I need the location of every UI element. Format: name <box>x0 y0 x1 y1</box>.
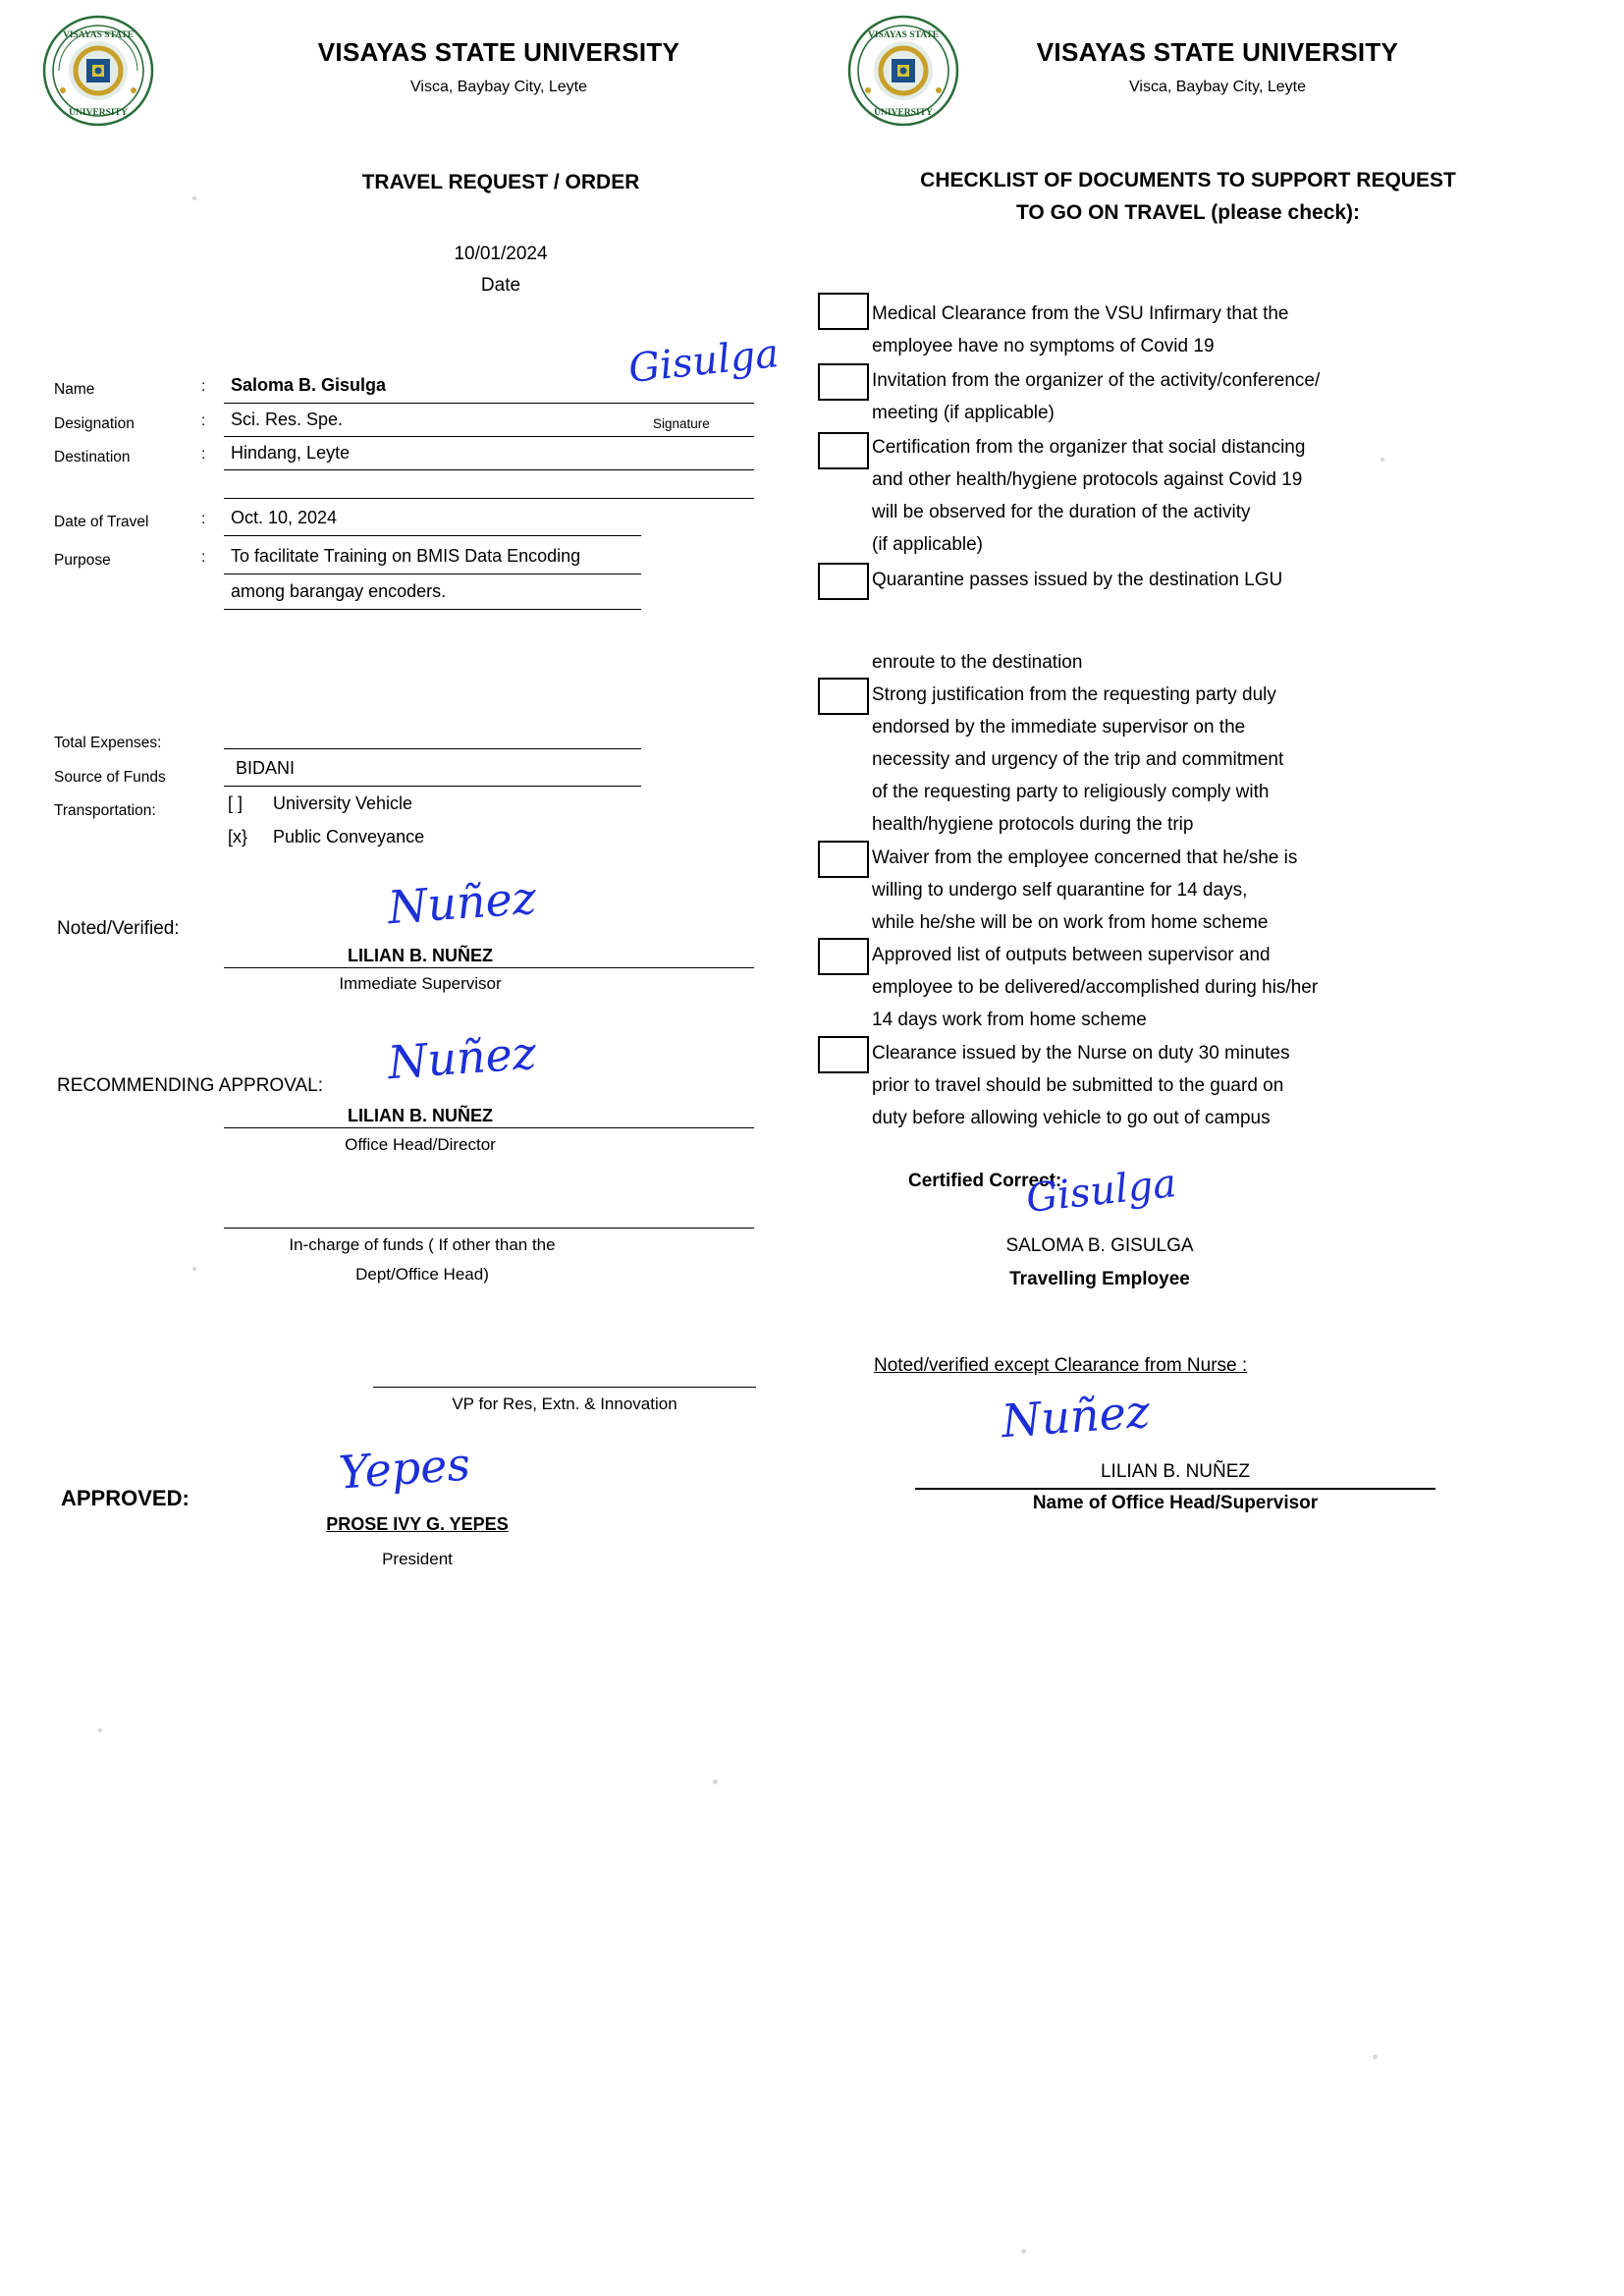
university-seal-icon <box>41 14 155 128</box>
name-label: Name <box>54 381 95 398</box>
destination-value: Hindang, Leyte <box>231 443 351 463</box>
checklist-item-4-line-1: Quarantine passes issued by the destination LGU <box>872 570 1283 590</box>
checkbox-item-8[interactable] <box>818 1036 869 1073</box>
checkbox-item-3[interactable] <box>818 432 869 469</box>
checklist-item-3-line-2: and other health/hygiene protocols against Covid 19 <box>872 469 1303 490</box>
noted-verified-role: Immediate Supervisor <box>339 974 502 993</box>
designation-rule <box>224 436 754 437</box>
approved-role: President <box>382 1550 453 1568</box>
president-signature: Yepes <box>337 1437 472 1500</box>
noted-except-rule <box>915 1488 1435 1490</box>
date-of-travel-rule <box>224 535 641 536</box>
checklist-item-5-line-2: endorsed by the immediate supervisor on the <box>872 717 1246 738</box>
checklist-title-line1: CHECKLIST OF DOCUMENTS TO SUPPORT REQUEST <box>920 169 1456 191</box>
checklist-item-8-line-3: duty before allowing vehicle to go out of campus <box>872 1108 1271 1128</box>
supervisor-signature-2: Nuñez <box>1000 1384 1152 1449</box>
designation-colon: : <box>201 412 206 429</box>
source-of-funds-value: BIDANI <box>236 758 296 778</box>
vp-role: VP for Res, Extn. & Innovation <box>452 1394 677 1413</box>
checkbox-item-5[interactable] <box>818 678 869 715</box>
destination-colon: : <box>201 446 206 463</box>
incharge-role-line1: In-charge of funds ( If other than the <box>289 1235 556 1254</box>
checklist-item-5-line-4: of the requesting party to religiously comply with <box>872 782 1270 802</box>
checkbox-item-2[interactable] <box>818 363 869 401</box>
checklist-title-line2: TO GO ON TRAVEL (please check): <box>1015 201 1361 224</box>
vp-rule <box>373 1387 756 1388</box>
designation-label: Designation <box>54 415 135 432</box>
certified-correct-label: Certified Correct: <box>908 1171 1062 1191</box>
name-value: Saloma B. Gisulga <box>231 375 387 395</box>
checklist-item-5-line-5: health/hygiene protocols during the trip <box>872 814 1194 835</box>
checklist-item-7-line-3: 14 days work from home scheme <box>872 1010 1147 1030</box>
date-of-travel-label: Date of Travel <box>54 514 149 530</box>
incharge-rule <box>224 1228 754 1229</box>
checkbox-item-7[interactable] <box>818 938 869 975</box>
blank-rule <box>224 498 754 499</box>
source-of-funds-rule <box>224 786 641 787</box>
noted-verified-name: LILIAN B. NUÑEZ <box>348 946 493 965</box>
checklist-item-6-line-1: Waiver from the employee concerned that he/she is <box>872 847 1298 868</box>
noted-except-role: Name of Office Head/Supervisor <box>1032 1493 1319 1513</box>
recommending-rule <box>224 1127 754 1128</box>
noted-verified-rule <box>224 967 754 968</box>
total-expenses-label: Total Expenses: <box>54 735 162 751</box>
purpose-value-line2: among barangay encoders. <box>231 581 447 601</box>
certified-role: Travelling Employee <box>1009 1269 1190 1289</box>
scan-speck <box>192 1267 196 1271</box>
university-seal-icon-2 <box>846 14 960 128</box>
name-colon: : <box>201 378 206 395</box>
certified-name: SALOMA B. GISULGA <box>1005 1235 1194 1256</box>
approved-label: APPROVED: <box>61 1486 189 1510</box>
checklist-item-3-line-3: will be observed for the duration of the activity <box>872 502 1251 522</box>
travel-date-caption: Date <box>480 275 521 296</box>
university-address-left: Visca, Baybay City, Leyte <box>410 79 587 95</box>
purpose-colon: : <box>201 549 206 566</box>
approved-name: PROSE IVY G. YEPES <box>326 1514 509 1534</box>
supervisor-signature-1: Nuñez <box>386 870 538 935</box>
checklist-item-1-line-2: employee have no symptoms of Covid 19 <box>872 336 1215 356</box>
checkbox-item-4[interactable] <box>818 563 869 600</box>
checklist-item-2-line-1: Invitation from the organizer of the activity/conference/ <box>872 370 1321 391</box>
scan-speck <box>1373 2054 1378 2059</box>
checklist-item-5-line-3: necessity and urgency of the trip and commitment <box>872 749 1284 770</box>
checklist-item-7-line-1: Approved list of outputs between supervisor and <box>872 945 1271 965</box>
recommending-name: LILIAN B. NUÑEZ <box>348 1106 493 1125</box>
travel-date-value: 10/01/2024 <box>454 244 548 264</box>
checklist-item-8-line-2: prior to travel should be submitted to the guard on <box>872 1075 1284 1096</box>
director-signature: Nuñez <box>386 1025 538 1090</box>
checklist-item-6-line-2: willing to undergo self quarantine for 14 days, <box>872 880 1248 901</box>
date-of-travel-value: Oct. 10, 2024 <box>231 508 338 527</box>
svg-text:VISAYAS STATE: VISAYAS STATE <box>62 30 135 40</box>
employee-signature-right: Gisulga <box>1024 1161 1179 1222</box>
checkbox-item-1[interactable] <box>818 293 869 330</box>
recommending-approval-label: RECOMMENDING APPROVAL: <box>57 1075 323 1096</box>
date-of-travel-colon: : <box>201 511 206 527</box>
scan-speck <box>192 196 196 200</box>
transport-option-0-label: University Vehicle <box>273 793 413 813</box>
svg-text:VISAYAS STATE: VISAYAS STATE <box>867 30 940 40</box>
university-name-right: VISAYAS STATE UNIVERSITY <box>1036 37 1399 67</box>
scan-speck <box>98 1728 102 1732</box>
purpose-label: Purpose <box>54 552 111 569</box>
source-of-funds-label: Source of Funds <box>54 769 166 786</box>
scan-speck <box>1021 2249 1026 2254</box>
checklist-item-6-line-3: while he/she will be on work from home scheme <box>872 912 1269 933</box>
university-name-left: VISAYAS STATE UNIVERSITY <box>317 37 680 67</box>
checklist-item-3-line-4: (if applicable) <box>872 534 983 555</box>
recommending-role: Office Head/Director <box>345 1135 496 1154</box>
checklist-item-5-line-1: Strong justification from the requesting party duly <box>872 684 1276 705</box>
noted-except-name: LILIAN B. NUÑEZ <box>1100 1461 1251 1482</box>
purpose-rule-2 <box>224 609 641 610</box>
form-title: TRAVEL REQUEST / ORDER <box>361 171 640 193</box>
transport-option-0-mark[interactable]: [ ] <box>228 793 244 813</box>
scan-speck <box>1380 458 1384 462</box>
signature-caption: Signature <box>653 416 710 431</box>
noted-except-label: Noted/verified except Clearance from Nurse : <box>874 1355 1248 1376</box>
total-expenses-rule <box>224 748 641 749</box>
noted-verified-label: Noted/Verified: <box>57 918 180 939</box>
employee-signature-left: Gisulga <box>626 331 782 392</box>
scan-speck <box>713 1779 718 1784</box>
transport-option-1-mark[interactable]: [x} <box>228 827 248 847</box>
checklist-item-4-line-3: enroute to the destination <box>872 652 1083 673</box>
checklist-item-1-line-1: Medical Clearance from the VSU Infirmary that the <box>872 303 1289 324</box>
designation-value: Sci. Res. Spe. <box>231 410 344 429</box>
checklist-item-7-line-2: employee to be delivered/accomplished during his/her <box>872 977 1319 998</box>
destination-label: Destination <box>54 449 131 465</box>
destination-rule <box>224 469 754 470</box>
purpose-value-line1: To facilitate Training on BMIS Data Encoding <box>231 546 581 566</box>
university-address-right: Visca, Baybay City, Leyte <box>1129 79 1306 95</box>
transport-option-1-label: Public Conveyance <box>273 827 425 847</box>
transportation-label: Transportation: <box>54 802 156 819</box>
checklist-item-8-line-1: Clearance issued by the Nurse on duty 30 minutes <box>872 1043 1290 1064</box>
checklist-item-2-line-2: meeting (if applicable) <box>872 403 1055 423</box>
svg-text:UNIVERSITY: UNIVERSITY <box>69 108 128 118</box>
svg-text:UNIVERSITY: UNIVERSITY <box>874 108 933 118</box>
checklist-item-3-line-1: Certification from the organizer that social distancing <box>872 437 1306 458</box>
incharge-role-line2: Dept/Office Head) <box>355 1265 489 1284</box>
checkbox-item-6[interactable] <box>818 841 869 878</box>
name-rule <box>224 403 754 404</box>
